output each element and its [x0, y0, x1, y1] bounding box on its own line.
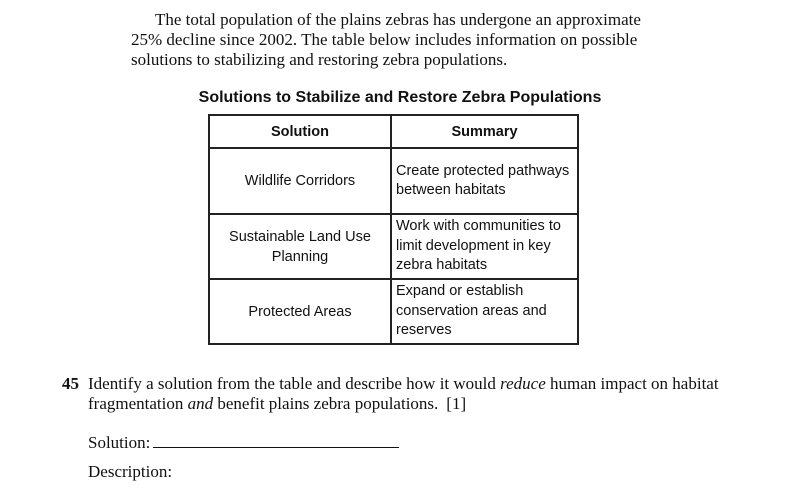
- cell-solution: Protected Areas: [209, 279, 391, 344]
- solutions-table: [208, 114, 579, 345]
- question-text-part: human impact on habitat fragmentation: [88, 374, 719, 413]
- description-label: Description:: [88, 462, 173, 481]
- question-text: [88, 374, 762, 414]
- question-number: 45: [62, 374, 79, 393]
- question-text-part: benefit plains zebra populations.: [213, 394, 439, 413]
- question-emphasis: and: [187, 394, 214, 413]
- table-title: Solutions to Stabilize and Restore Zebra Populations: [198, 89, 602, 106]
- cell-solution: Sustainable Land Use Planning: [209, 214, 391, 279]
- question-emphasis: reduce: [500, 374, 546, 393]
- cell-summary: Create protected pathways between habitats: [391, 148, 578, 214]
- table-row: [209, 148, 578, 214]
- table-header-row: [209, 115, 578, 148]
- solution-answer-row: [88, 433, 399, 453]
- cell-summary: Work with communities to limit development in key zebra habitats: [391, 214, 578, 279]
- question-marks: [1]: [446, 394, 467, 413]
- solution-label: Solution:: [88, 433, 151, 452]
- header-solution: Solution: [209, 115, 391, 148]
- question-text-part: Identify a solution from the table and describe how it would: [88, 374, 501, 393]
- table-row: [209, 279, 578, 344]
- solution-answer-line[interactable]: [153, 433, 399, 448]
- header-summary: Summary: [391, 115, 578, 148]
- intro-passage: [131, 10, 671, 70]
- cell-summary: Expand or establish conservation areas and reserves: [391, 279, 578, 344]
- table-row: [209, 214, 578, 279]
- question-45: [62, 374, 762, 414]
- intro-paragraph: The total population of the plains zebras has undergone an approximate 25% decline since 2002. The table below includes information on possible solutions to stabilizing and restoring zebra populations.: [131, 10, 641, 69]
- description-answer-row: [88, 462, 172, 482]
- cell-solution: Wildlife Corridors: [209, 148, 391, 214]
